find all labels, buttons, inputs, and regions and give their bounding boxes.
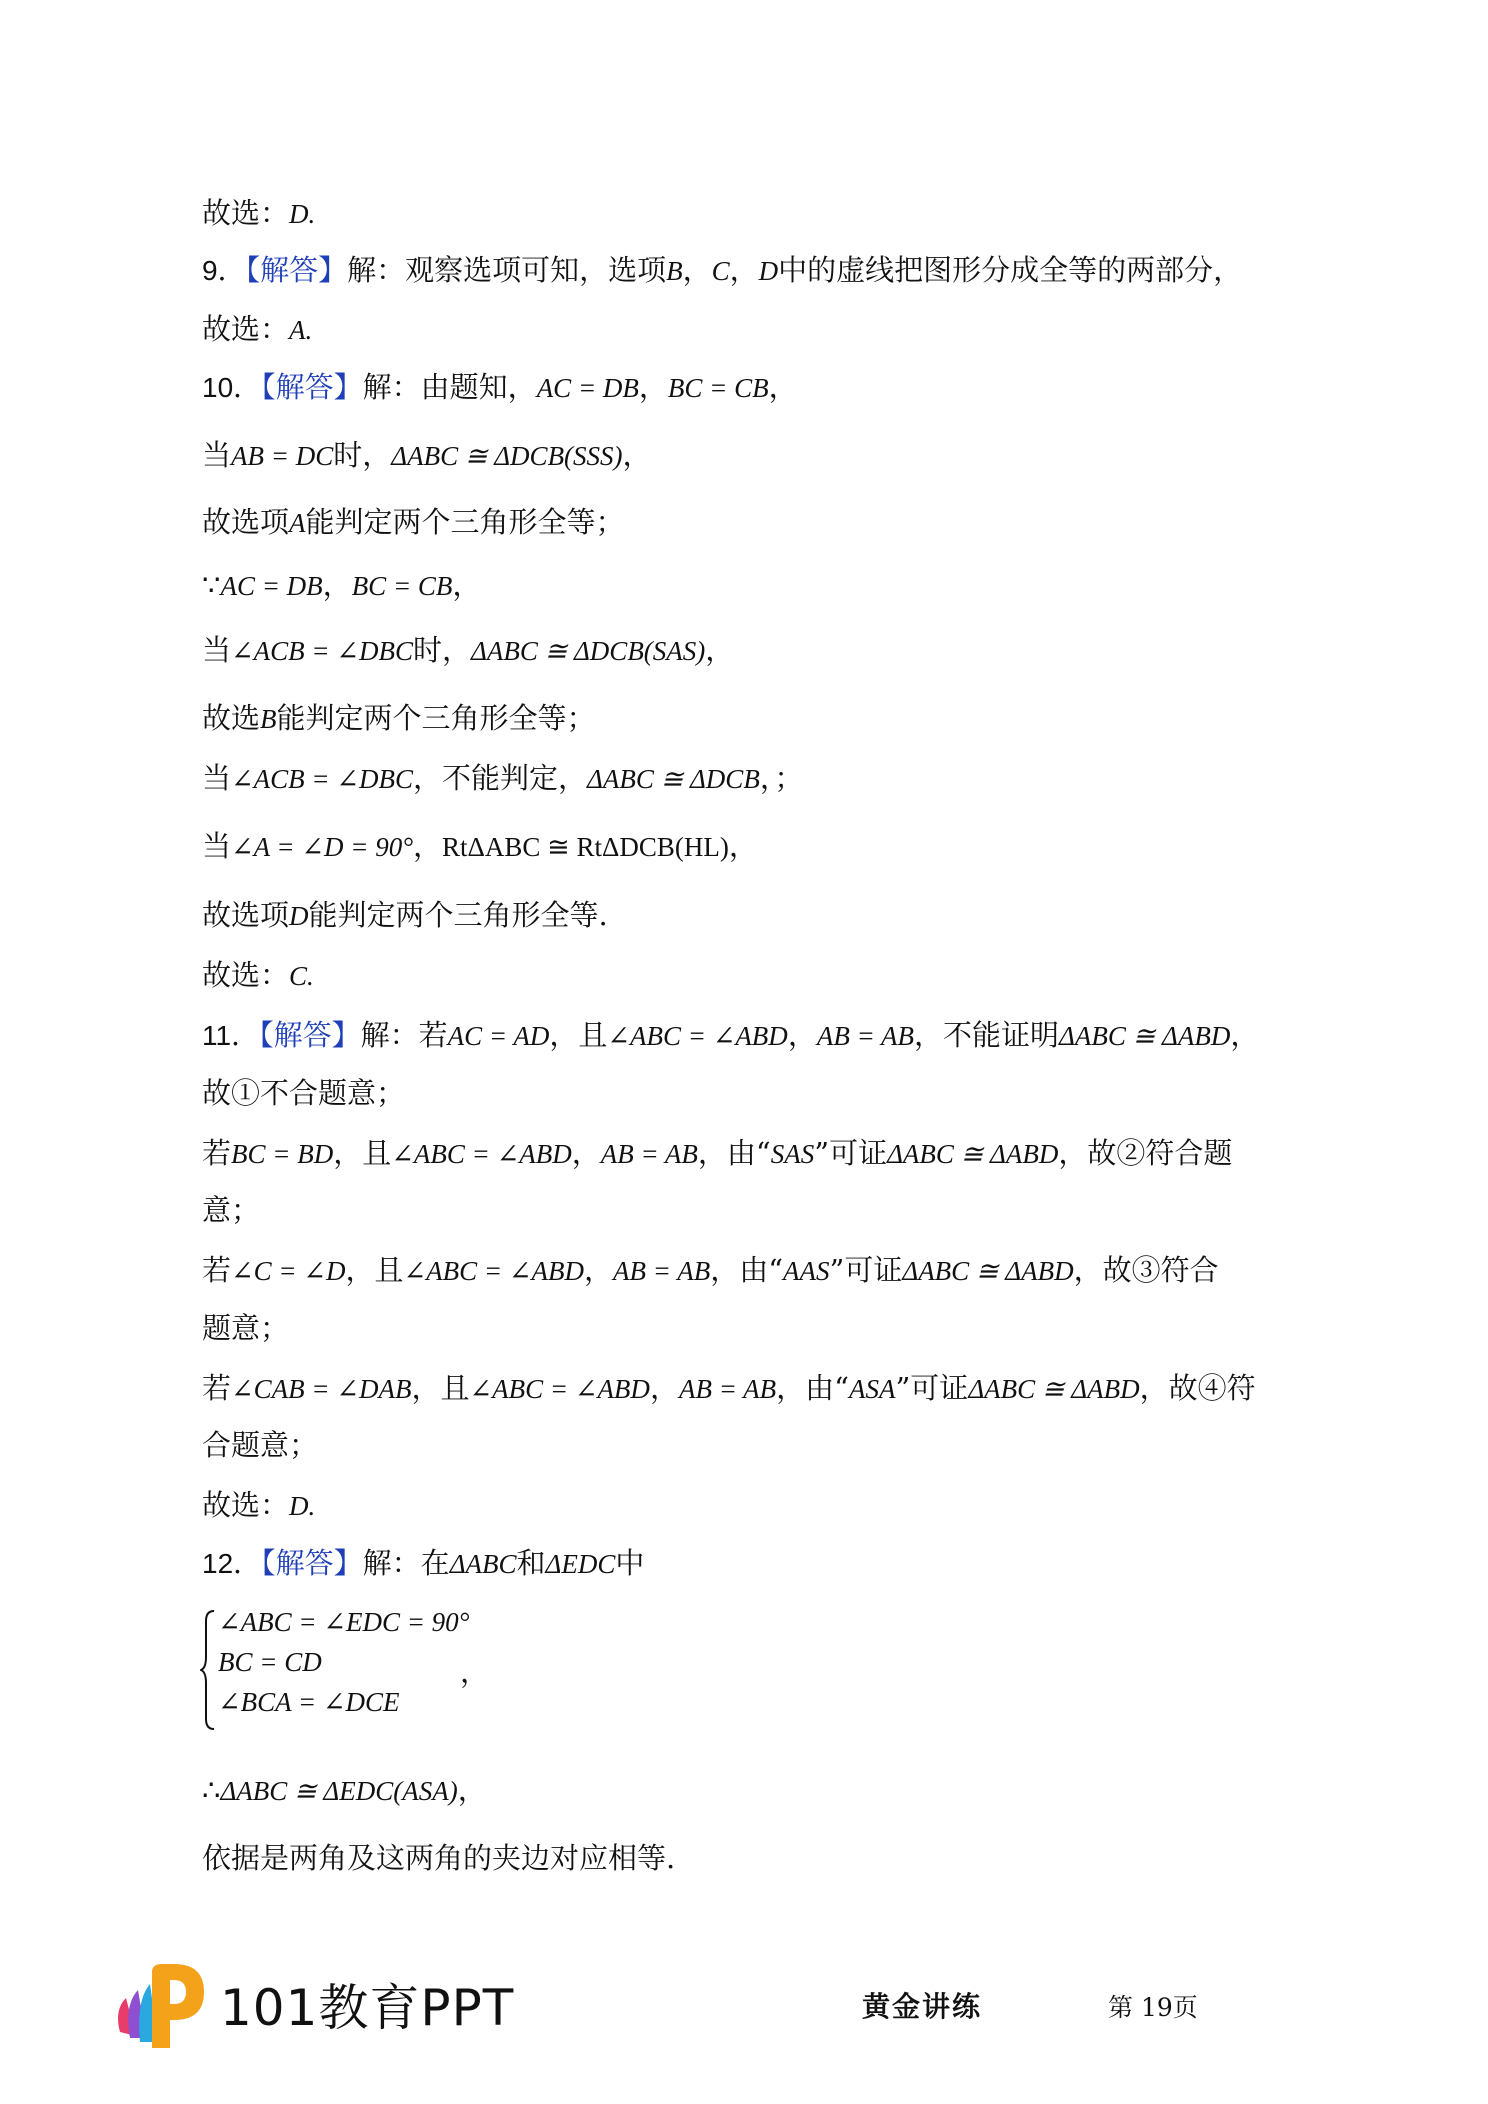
text-line bbox=[202, 698, 596, 739]
solution-12-line bbox=[202, 1543, 644, 1584]
text-line bbox=[202, 1838, 675, 1878]
text: ，且 bbox=[411, 1371, 470, 1405]
math: ∠ABC = ∠ABD bbox=[469, 1374, 650, 1404]
math: D bbox=[289, 901, 309, 931]
answer-tag: 【解答】 bbox=[245, 253, 348, 287]
math: BC = CB bbox=[667, 373, 769, 403]
text: 解：由题知， bbox=[362, 370, 537, 404]
math: A bbox=[289, 315, 306, 345]
text: ， bbox=[768, 370, 798, 404]
math: ∠A = ∠D = 90° bbox=[231, 832, 414, 862]
text: 时， bbox=[333, 438, 392, 472]
math: D bbox=[758, 256, 779, 286]
question-number: 12． bbox=[202, 1548, 262, 1579]
math: ΔABC ≅ ΔDCB(SAS) bbox=[471, 636, 706, 666]
math: AB = AB bbox=[816, 1021, 915, 1051]
text: . bbox=[308, 199, 316, 229]
math: ΔABC bbox=[449, 1549, 517, 1579]
text: 中 bbox=[615, 1546, 645, 1580]
answer-line bbox=[202, 955, 314, 996]
math: ΔABC ≅ ΔABD bbox=[1059, 1021, 1231, 1051]
page-number: 第 19页 bbox=[1108, 1993, 1198, 2022]
text: 当 bbox=[202, 761, 232, 795]
because-symbol: ∵ bbox=[202, 568, 221, 602]
math: ∠ABC = ∠ABD bbox=[403, 1256, 584, 1286]
text: ， bbox=[452, 568, 482, 602]
equation-row: BC = CD bbox=[218, 1647, 322, 1677]
text: . bbox=[308, 1491, 316, 1521]
math: ASA bbox=[848, 1374, 896, 1404]
math: D bbox=[289, 1491, 309, 1521]
text: 故选项 bbox=[202, 898, 290, 932]
answer-line bbox=[202, 193, 315, 234]
text: 中的虚线把图形分成全等的两部分， bbox=[778, 253, 1243, 287]
text: 故选： bbox=[202, 196, 290, 230]
text: 故选 bbox=[202, 701, 261, 735]
math: B bbox=[666, 256, 683, 286]
text: ，且 bbox=[549, 1018, 608, 1052]
text: ，； bbox=[759, 761, 804, 795]
math: ∠ACB = ∠DBC bbox=[231, 764, 413, 794]
text: ， bbox=[728, 829, 758, 863]
text: . bbox=[307, 961, 314, 991]
text: ， bbox=[705, 633, 735, 667]
text: ，故②符合题 bbox=[1058, 1136, 1233, 1170]
text-line bbox=[202, 1250, 1219, 1291]
math: AC = AD bbox=[447, 1021, 550, 1051]
text: 故①不合题意； bbox=[202, 1076, 406, 1110]
math: AAS bbox=[783, 1256, 830, 1286]
text-line bbox=[202, 565, 481, 606]
equation-system bbox=[200, 1605, 500, 1735]
math: ∠ABC = ∠ABD bbox=[391, 1139, 572, 1169]
text: 故选项 bbox=[202, 505, 290, 539]
text: ， bbox=[787, 1018, 817, 1052]
text: 当 bbox=[202, 438, 232, 472]
math: ΔABC ≅ ΔABD bbox=[968, 1374, 1140, 1404]
text-line bbox=[202, 502, 625, 543]
text: ，且 bbox=[345, 1253, 404, 1287]
math: D bbox=[289, 199, 309, 229]
answer-tag: 【解答】 bbox=[259, 1018, 361, 1052]
solution-10-line bbox=[202, 367, 798, 408]
text-line bbox=[202, 826, 758, 867]
answer-tag: 【解答】 bbox=[261, 370, 363, 404]
text: ， bbox=[1230, 1018, 1260, 1052]
solution-11-line bbox=[202, 1015, 1259, 1056]
text: ，故③符合 bbox=[1073, 1253, 1219, 1287]
text-line bbox=[202, 1770, 487, 1811]
text: 故选： bbox=[202, 312, 290, 346]
text: 和 bbox=[516, 1546, 546, 1580]
therefore-symbol: ∴ bbox=[202, 1773, 221, 1807]
question-number: 10． bbox=[202, 372, 262, 403]
answer-line bbox=[202, 309, 312, 350]
text-line bbox=[202, 1190, 260, 1230]
text: ”可证 bbox=[814, 1136, 888, 1170]
math: AB = AB bbox=[678, 1374, 777, 1404]
text: ， bbox=[638, 370, 668, 404]
question-number: 11． bbox=[202, 1020, 260, 1051]
text-line bbox=[202, 1133, 1232, 1174]
text: . bbox=[305, 315, 313, 345]
answer-tag: 【解答】 bbox=[261, 1546, 363, 1580]
text: ，不能证明 bbox=[914, 1018, 1060, 1052]
text: 当 bbox=[202, 633, 232, 667]
text: 解：若 bbox=[360, 1018, 448, 1052]
text: ， bbox=[571, 1136, 601, 1170]
text: ， bbox=[649, 1371, 679, 1405]
text: 时， bbox=[412, 633, 471, 667]
question-number: 9． bbox=[202, 255, 246, 286]
text: ， bbox=[322, 568, 352, 602]
text: 当 bbox=[202, 829, 232, 863]
math: C bbox=[289, 961, 308, 991]
math: AC = DB bbox=[536, 373, 639, 403]
math: AB = AB bbox=[600, 1139, 698, 1169]
text: ，不能判定， bbox=[412, 761, 587, 795]
text: ”可证 bbox=[829, 1253, 903, 1287]
math: ΔABC ≅ ΔABD bbox=[887, 1139, 1059, 1169]
text-line bbox=[202, 1425, 318, 1465]
math: SAS bbox=[770, 1139, 815, 1169]
math: C bbox=[711, 256, 730, 286]
text: 故选： bbox=[202, 958, 290, 992]
text-line bbox=[202, 758, 803, 799]
text: ，故④符 bbox=[1139, 1371, 1256, 1405]
text: 若 bbox=[202, 1136, 232, 1170]
solution-9-line bbox=[202, 250, 1242, 291]
text: 若 bbox=[202, 1253, 232, 1287]
text: ， bbox=[583, 1253, 613, 1287]
text: ， bbox=[682, 253, 712, 287]
footer-brand: 黄金讲练 bbox=[862, 1990, 983, 2023]
text: ， bbox=[622, 438, 652, 472]
math: A bbox=[289, 508, 306, 538]
text-line bbox=[202, 1368, 1256, 1409]
math: ΔABC ≅ ΔABD bbox=[902, 1256, 1074, 1286]
text-line bbox=[202, 1308, 289, 1348]
text: 能判定两个三角形全等. bbox=[308, 898, 608, 932]
math: B bbox=[260, 704, 277, 734]
equation-row: ∠BCA = ∠DCE bbox=[218, 1687, 400, 1717]
text: ，由“ bbox=[697, 1136, 771, 1170]
text: 若 bbox=[202, 1371, 232, 1405]
math: RtΔABC ≅ RtΔDCB(HL) bbox=[442, 832, 729, 862]
text: 意； bbox=[202, 1193, 261, 1227]
logo-icon bbox=[112, 1960, 212, 2055]
math: BC = BD bbox=[231, 1139, 334, 1169]
text: 解：观察选项可知，选项 bbox=[347, 253, 667, 287]
math: ∠CAB = ∠DAB bbox=[231, 1374, 412, 1404]
text: 故选： bbox=[202, 1488, 290, 1522]
math: ΔABC ≅ ΔDCB(SSS) bbox=[391, 441, 623, 471]
text-line bbox=[202, 895, 608, 936]
math: ∠ABC = ∠ABD bbox=[607, 1021, 788, 1051]
math: ΔABC ≅ ΔDCB bbox=[587, 764, 760, 794]
math: ∠ACB = ∠DBC bbox=[231, 636, 413, 666]
text: ”可证 bbox=[895, 1371, 969, 1405]
math: AB = AB bbox=[612, 1256, 711, 1286]
text: ， bbox=[460, 1655, 490, 1689]
text-line bbox=[202, 1073, 405, 1113]
math: AC = DB bbox=[220, 571, 323, 601]
text: ，且 bbox=[333, 1136, 392, 1170]
math: BC = CB bbox=[351, 571, 453, 601]
math: ΔABC ≅ ΔEDC(ASA) bbox=[220, 1776, 458, 1806]
left-brace-icon bbox=[200, 1605, 220, 1735]
text-line bbox=[202, 630, 734, 671]
text-line bbox=[202, 435, 652, 476]
equation-row: ∠ABC = ∠EDC = 90° bbox=[218, 1607, 470, 1637]
text: ， bbox=[413, 829, 443, 863]
text: 题意； bbox=[202, 1311, 290, 1345]
text: 解：在 bbox=[362, 1546, 450, 1580]
math: ∠C = ∠D bbox=[231, 1256, 346, 1286]
text: 能判定两个三角形全等； bbox=[305, 505, 625, 539]
text: ， bbox=[729, 253, 759, 287]
text: 依据是两角及这两角的夹边对应相等. bbox=[202, 1841, 676, 1875]
text: ， bbox=[457, 1773, 487, 1807]
text: ，由“ bbox=[776, 1371, 849, 1405]
text: 能判定两个三角形全等； bbox=[276, 701, 596, 735]
answer-line bbox=[202, 1485, 315, 1526]
math: AB = DC bbox=[231, 441, 334, 471]
logo-text: 101教育PPT bbox=[220, 1979, 515, 2037]
text: 合题意； bbox=[202, 1428, 319, 1462]
text: ，由“ bbox=[710, 1253, 784, 1287]
footer-logo bbox=[112, 1960, 515, 2055]
math: ΔEDC bbox=[545, 1549, 616, 1579]
